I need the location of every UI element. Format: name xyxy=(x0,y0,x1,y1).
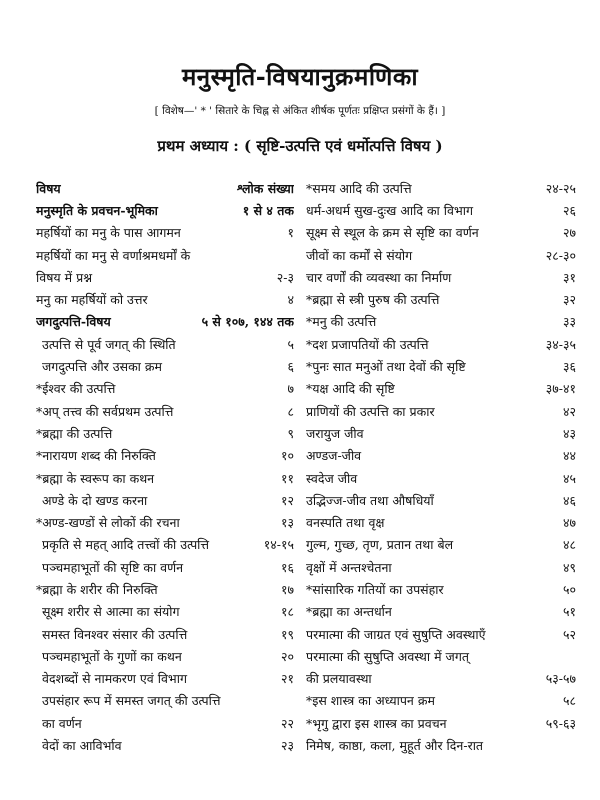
index-entry xyxy=(306,734,576,756)
entry-topic: * ब्रह्मा के शरीर की निरुक्ति xyxy=(36,581,275,598)
index-entry xyxy=(36,489,294,511)
entry-verse-number: २३ xyxy=(280,738,294,754)
entry-topic: अण्डे के दो खण्ड करना xyxy=(42,492,148,508)
index-entry xyxy=(306,378,576,400)
entry-topic: धर्म-अधर्म सुख-दुःख आदि का विभाग xyxy=(306,202,474,218)
entry-verse-number: १४-१५ xyxy=(263,537,294,553)
entry-topic: मनु का महर्षियों को उत्तर xyxy=(36,292,148,308)
index-entry xyxy=(36,734,294,756)
page-title: मनुस्मृति-विषयानुक्रमणिका xyxy=(181,62,419,91)
index-entry xyxy=(36,578,294,600)
index-entry xyxy=(36,668,294,690)
entry-verse-number: २८-३० xyxy=(545,247,576,263)
entry-verse-number: १ से ४ तक xyxy=(242,202,294,218)
entry-verse-number: २-३ xyxy=(276,269,294,285)
entry-verse-number: १३ xyxy=(280,515,294,531)
entry-verse-number: ३२ xyxy=(562,292,576,308)
index-entry xyxy=(306,333,576,355)
entry-verse-number: १७ xyxy=(280,581,294,597)
entry-topic: गुल्म, गुच्छ, तृण, प्रतान तथा बेल xyxy=(306,537,454,553)
entry-verse-number: १२ xyxy=(280,492,294,508)
index-entry xyxy=(36,244,294,266)
index-entry xyxy=(306,400,576,422)
entry-verse-number: ३१ xyxy=(562,269,576,285)
entry-topic: पञ्चमहाभूतों की सृष्टि का वर्णन xyxy=(42,559,184,575)
entry-topic: प्राणियों की उत्पत्ति का प्रकार xyxy=(306,403,435,419)
index-entry xyxy=(306,355,576,377)
index-entry xyxy=(36,511,294,533)
entry-topic: उत्पत्ति से पूर्व जगत् की स्थिति xyxy=(42,336,176,352)
entry-verse-number: १९ xyxy=(280,626,294,642)
index-entry xyxy=(306,177,576,199)
index-entry xyxy=(306,645,576,667)
entry-verse-number: ५ से १०७, १४४ तक xyxy=(201,314,294,330)
entry-topic: * ब्रह्मा के स्वरूप का कथन xyxy=(36,470,275,487)
index-entry xyxy=(306,489,576,511)
index-entry xyxy=(306,511,576,533)
entry-topic: * ब्रह्मा का अन्तर्धान xyxy=(306,603,557,620)
index-entry xyxy=(306,222,576,244)
entry-topic: जीवों का कर्मों से संयोग xyxy=(306,247,413,263)
entry-topic: वेदों का आविर्भाव xyxy=(42,738,122,754)
entry-topic: समस्त विनश्वर संसार की उत्पत्ति xyxy=(42,626,188,642)
index-entry xyxy=(306,199,576,221)
entry-verse-number: ११ xyxy=(280,470,294,486)
entry-verse-number: ४४ xyxy=(562,448,576,464)
entry-verse-number: ४७ xyxy=(562,515,576,531)
index-entry xyxy=(36,534,294,556)
index-entry xyxy=(36,623,294,645)
entry-verse-number: ४ xyxy=(287,292,294,308)
entry-topic: स्वदेज जीव xyxy=(306,470,358,486)
index-column-left xyxy=(36,177,294,757)
entry-verse-number: २४-२५ xyxy=(545,180,576,196)
asterisk-note: [ विशेष—' * ' सितारे के चिह्न से अंकित शीर्षक पूर्णतः प्रक्षिप्त प्रसंगों के हैं। ] xyxy=(154,105,446,117)
entry-verse-number: ३४-३५ xyxy=(545,336,576,352)
entry-verse-number: ५८ xyxy=(562,693,576,709)
entry-verse-number: ५ xyxy=(287,336,294,352)
entry-topic: उपसंहार रूप में समस्त जगत् की उत्पत्ति xyxy=(42,693,221,709)
index-entry xyxy=(36,645,294,667)
entry-verse-number: १८ xyxy=(280,604,294,620)
entry-verse-number: २६ xyxy=(562,202,576,218)
entry-verse-number: ४९ xyxy=(562,559,576,575)
index-entry xyxy=(36,422,294,444)
entry-topic: प्रकृति से महत् आदि तत्त्वों की उत्पत्ति xyxy=(42,537,210,553)
entry-verse-number: ५२ xyxy=(562,626,576,642)
entry-verse-number: ८ xyxy=(287,403,294,419)
entry-verse-number: ६ xyxy=(287,359,294,375)
index-entry xyxy=(36,311,294,333)
entry-topic: सूक्ष्म शरीर से आत्मा का संयोग xyxy=(42,604,180,620)
entry-verse-number: ५० xyxy=(562,581,576,597)
index-entry xyxy=(306,422,576,444)
entry-topic: जगदुत्पत्ति-विषय xyxy=(36,314,111,330)
entry-verse-number: ४३ xyxy=(562,425,576,441)
entry-topic: * पुनः सात मनुओं तथा देवों की सृष्टि xyxy=(306,358,557,375)
entry-topic: * ईश्वर की उत्पत्ति xyxy=(36,380,281,397)
chapter-heading: प्रथम अध्याय : ( सृष्टि-उत्पत्ति एवं धर्मोत्पत्ति विषय ) xyxy=(157,137,443,155)
index-entry xyxy=(306,266,576,288)
entry-verse-number: २० xyxy=(280,648,294,664)
index-entry xyxy=(306,288,576,310)
entry-topic: * ब्रह्मा की उत्पत्ति xyxy=(36,425,281,442)
index-entry xyxy=(306,578,576,600)
index-entry xyxy=(36,333,294,355)
entry-verse-number: २२ xyxy=(280,715,294,731)
entry-topic: * ब्रह्मा से स्त्री पुरुष की उत्पत्ति xyxy=(306,291,557,308)
index-entry xyxy=(306,712,576,734)
index-entry xyxy=(306,244,576,266)
entry-topic: निमेष, काष्ठा, कला, मुहूर्त और दिन-रात xyxy=(306,738,484,754)
entry-verse-number: १६ xyxy=(280,559,294,575)
index-entry xyxy=(306,623,576,645)
entry-verse-number: ७ xyxy=(287,381,294,397)
entry-topic: * मनु की उत्पत्ति xyxy=(306,313,557,330)
entry-topic: वेदशब्दों से नामकरण एवं विभाग xyxy=(42,671,187,687)
entry-verse-number: ४८ xyxy=(562,537,576,553)
entry-verse-number: १ xyxy=(287,225,294,241)
index-entry xyxy=(36,712,294,734)
index-column-right xyxy=(306,177,576,757)
entry-topic: का वर्णन xyxy=(42,715,82,731)
index-entry xyxy=(36,556,294,578)
index-entry xyxy=(306,668,576,690)
entry-topic: सूक्ष्म से स्थूल के क्रम से सृष्टि का वर्णन xyxy=(306,225,479,241)
entry-topic: विषय xyxy=(36,180,61,196)
entry-verse-number: २७ xyxy=(562,225,576,241)
entry-verse-number: ५३-५७ xyxy=(545,671,576,687)
index-entry xyxy=(36,222,294,244)
index-entry xyxy=(306,556,576,578)
entry-verse-number: श्लोक संख्या xyxy=(236,180,294,196)
entry-topic: * अण्ड-खण्डों से लोकों की रचना xyxy=(36,514,275,531)
index-entry xyxy=(36,199,294,221)
index-entry xyxy=(36,355,294,377)
entry-topic: जरायुज जीव xyxy=(306,425,364,441)
entry-topic: * अप् तत्त्व की सर्वप्रथम उत्पत्ति xyxy=(36,403,281,420)
entry-topic: * भृगु द्वारा इस शास्त्र का प्रवचन xyxy=(306,715,540,732)
entry-topic: वृक्षों में अन्तश्चेतना xyxy=(306,559,392,575)
entry-verse-number: १० xyxy=(280,448,294,464)
entry-topic: महर्षियों का मनु के पास आगमन xyxy=(36,225,181,241)
index-entry xyxy=(36,177,294,199)
entry-verse-number: ३७-४१ xyxy=(545,381,576,397)
entry-topic: * सांसारिक गतियों का उपसंहार xyxy=(306,581,557,598)
entry-topic: जगदुत्पत्ति और उसका क्रम xyxy=(42,359,162,375)
entry-topic: परमात्मा की सुषुप्ति अवस्था में जगत् xyxy=(306,648,469,664)
entry-topic: चार वर्णों की व्यवस्था का निर्माण xyxy=(306,269,452,285)
entry-topic: परमात्मा की जाग्रत एवं सुषुप्ति अवस्थाएँ xyxy=(306,626,486,642)
index-entry xyxy=(306,534,576,556)
entry-topic: विषय में प्रश्न xyxy=(36,269,93,285)
entry-verse-number: ३६ xyxy=(562,359,576,375)
entry-verse-number: ३३ xyxy=(562,314,576,330)
entry-topic: * समय आदि की उत्पत्ति xyxy=(306,180,540,197)
index-entry xyxy=(36,445,294,467)
entry-topic: * इस शास्त्र का अध्यापन क्रम xyxy=(306,692,557,709)
entry-topic: * यक्ष आदि की सृष्टि xyxy=(306,380,540,397)
entry-topic: मनुस्मृति के प्रवचन-भूमिका xyxy=(36,202,158,218)
entry-topic: की प्रलयावस्था xyxy=(306,671,372,687)
index-entry xyxy=(36,266,294,288)
entry-topic: अण्डज-जीव xyxy=(306,448,362,464)
index-entry xyxy=(36,601,294,623)
entry-verse-number: ५९-६३ xyxy=(545,715,576,731)
index-entry xyxy=(36,467,294,489)
index-entry xyxy=(36,400,294,422)
index-entry xyxy=(306,311,576,333)
entry-topic: उद्भिज्ज-जीव तथा औषधियाँ xyxy=(306,492,434,508)
index-entry xyxy=(306,601,576,623)
entry-verse-number: २१ xyxy=(280,671,294,687)
index-entry xyxy=(36,378,294,400)
entry-topic: * नारायण शब्द की निरुक्ति xyxy=(36,447,275,464)
entry-verse-number: ५१ xyxy=(562,604,576,620)
entry-topic: महर्षियों का मनु से वर्णाश्रमधर्मों के xyxy=(36,247,191,263)
entry-verse-number: ४६ xyxy=(562,492,576,508)
index-entry xyxy=(36,690,294,712)
index-entry xyxy=(36,288,294,310)
index-entry xyxy=(306,467,576,489)
index-entry xyxy=(306,690,576,712)
index-entry xyxy=(306,445,576,467)
entry-topic: पञ्चमहाभूतों के गुणों का कथन xyxy=(42,648,182,664)
entry-topic: * दश प्रजापतियों की उत्पत्ति xyxy=(306,336,540,353)
entry-verse-number: ४५ xyxy=(562,470,576,486)
entry-verse-number: ४२ xyxy=(562,403,576,419)
entry-verse-number: ९ xyxy=(287,425,294,441)
entry-topic: वनस्पति तथा वृक्ष xyxy=(306,515,385,531)
